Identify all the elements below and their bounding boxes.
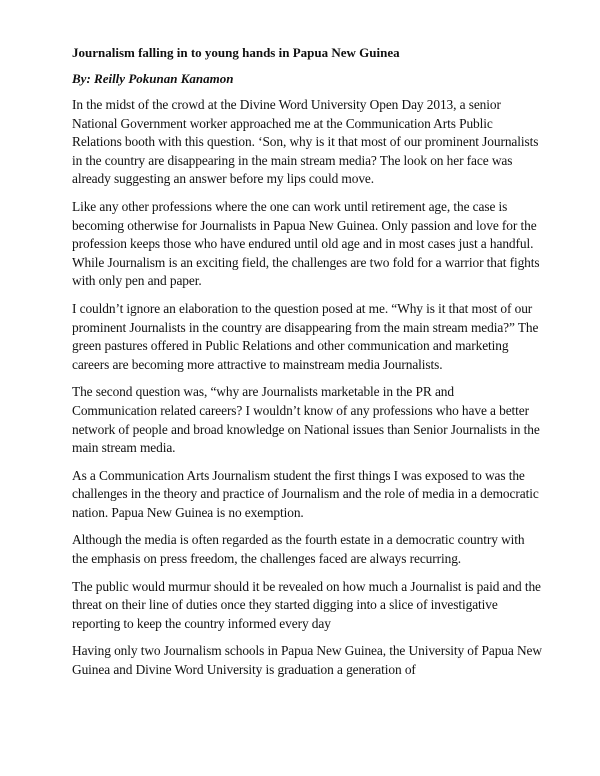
article-byline: By: Reilly Pokunan Kanamon [72,71,234,86]
paragraph-4: The second question was, “why are Journalists marketable in the PR and Communication related careers? I wouldn’t know of any professions who have a better network of people and broad knowledge on National issues than Senior Journalists in the main stream media. [72,384,540,456]
paragraph-7: The public would murmur should it be revealed on how much a Journalist is paid and the threat on their line of duties once they started digging into a slice of investigative reporting to keep the country informed every day [72,578,541,631]
paragraph-1: In the midst of the crowd at the Divine Word University Open Day 2013, a senior National Government worker approached me at the Communication Arts Public Relations booth with this question. ‘Son, why is it that most of our prominent Journalists in the country are disappearing in the main stream media? The look on her face was already suggesting an answer before my lips could move. [72,97,539,187]
paragraph-6: Although the media is often regarded as the fourth estate in a democratic country with the emphasis on press freedom, the challenges faced are always recurring. [72,532,525,567]
document-page [72,44,542,689]
paragraph-2: Like any other professions where the one can work until retirement age, the case is becoming otherwise for Journalists in Papua New Guinea. Only passion and love for the profession keeps those who have endured until old age and in most cases just a handful. While Journalism is an exciting field, the challenges are two fold for a warrior that fights with only pen and paper. [72,198,540,289]
paragraph-5: As a Communication Arts Journalism student the first things I was exposed to was the challenges in the theory and practice of Journalism and the role of media in a democratic nation. Papua New Guinea is no exemption. [72,467,539,520]
paragraph-3: I couldn’t ignore an elaboration to the question posed at me. “Why is it that most of our prominent Journalists in the country are disappearing from the main stream media?” The green pastures offered in Public Relations and other communication and marketing careers are becoming more attractive to mainstream media Journalists. [72,300,539,372]
paragraph-8: Having only two Journalism schools in Papua New Guinea, the University of Papua New Guinea and Divine Word University is graduation a generation of [72,643,542,678]
article-title: Journalism falling in to young hands in Papua New Guinea [72,45,400,60]
